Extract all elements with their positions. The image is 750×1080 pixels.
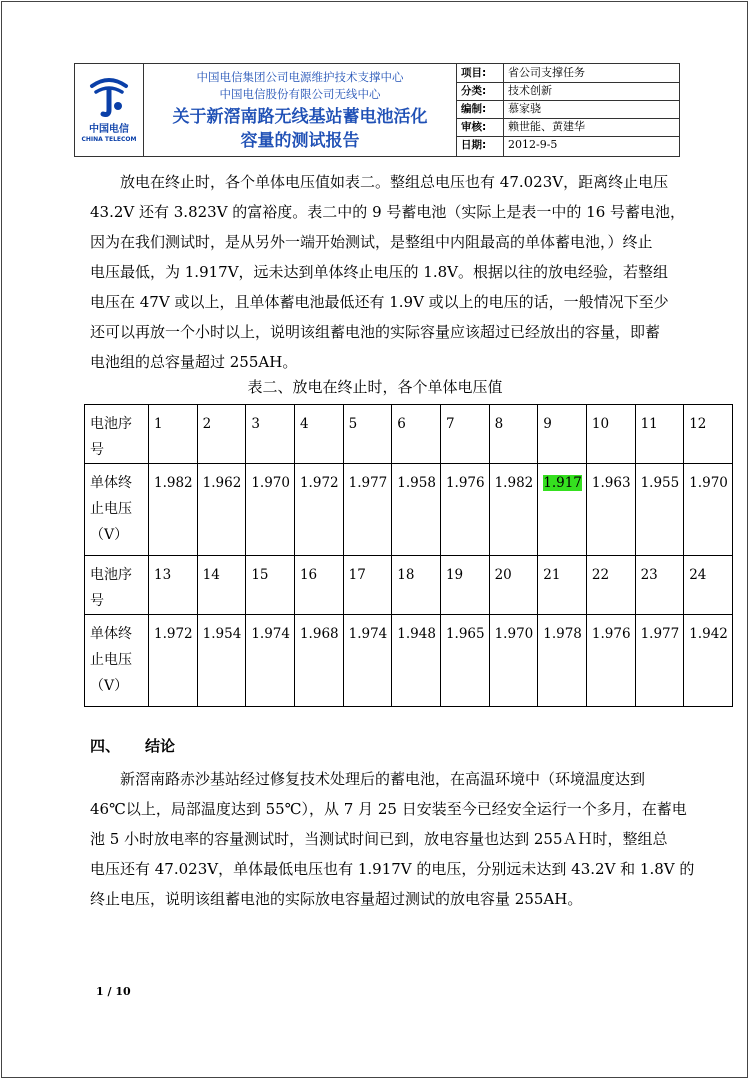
meta-key: 编制: xyxy=(461,103,487,115)
voltage-cell: 1.972 xyxy=(149,615,198,707)
text-line: 放电在终止时，各个单体电压值如表二。整组总电压也有 47.023V，距离终止电压 xyxy=(120,173,669,191)
meta-value: 慕家骁 xyxy=(503,100,678,118)
header-title-block xyxy=(144,64,457,156)
meta-value: 技术创新 xyxy=(503,82,678,100)
battery-number-cell: 8 xyxy=(489,405,538,464)
meta-key: 日期: xyxy=(461,139,487,151)
paragraph-discharge-result xyxy=(90,167,690,377)
meta-row-reviewer xyxy=(457,118,679,137)
cell-voltage-table xyxy=(84,404,733,707)
section-title: 结论 xyxy=(145,737,176,755)
document-header xyxy=(74,63,680,157)
text-line: 46℃以上，局部温度达到 55℃），从 7 月 25 日安装至今已经安全运行一个多月，在蓄电 xyxy=(90,800,687,818)
china-telecom-emblem-icon xyxy=(88,76,130,118)
row-header-line: 单体终 xyxy=(90,475,132,491)
meta-value: 赖世能、黄建华 xyxy=(503,118,678,136)
meta-key: 项目: xyxy=(461,67,487,79)
text-line: 因为在我们测试时，是从另外一端开始测试，是整组中内阻最高的单体蓄电池，）终止 xyxy=(90,233,653,251)
battery-number-cell: 22 xyxy=(586,556,635,615)
voltage-cell: 1.972 xyxy=(294,464,343,556)
row-header-line: 电池序 xyxy=(90,567,132,583)
section-number: 四、 xyxy=(90,737,121,755)
paragraph-conclusion xyxy=(90,764,695,914)
row-header-battery-number xyxy=(85,405,149,464)
china-telecom-logo xyxy=(75,64,144,156)
voltage-cell: 1.976 xyxy=(440,464,489,556)
battery-number-cell: 18 xyxy=(392,556,441,615)
battery-number-cell: 15 xyxy=(246,556,295,615)
text-line: 电压最低，为 1.917V，远未达到单体终止电压的 1.8V。根据以往的放电经验，若整组 xyxy=(90,263,669,281)
org-line-1: 中国电信集团公司电源维护技术支撑中心 xyxy=(196,70,404,84)
battery-number-cell: 12 xyxy=(684,405,733,464)
text-line: 还可以再放一个小时以上，说明该组蓄电池的实际容量应该超过已经放出的容量，即蓄 xyxy=(90,323,661,341)
voltage-cell: 1.974 xyxy=(343,615,392,707)
row-header-line: 止电压 xyxy=(90,652,132,668)
meta-row-project xyxy=(457,64,679,83)
battery-number-cell: 3 xyxy=(246,405,295,464)
meta-row-author xyxy=(457,100,679,119)
text-line: 电池组的总容量超过 255AH。 xyxy=(90,353,298,371)
voltage-cell: 1.970 xyxy=(246,464,295,556)
battery-number-cell: 17 xyxy=(343,556,392,615)
voltage-cell: 1.977 xyxy=(635,615,684,707)
report-title-line-1: 关于新滘南路无线基站蓄电池活化 xyxy=(172,107,428,127)
voltage-cell: 1.977 xyxy=(343,464,392,556)
text-line: 新滘南路赤沙基站经过修复技术处理后的蓄电池，在高温环境中（环境温度达到 xyxy=(120,770,646,788)
report-title-line-2: 容量的测试报告 xyxy=(240,131,360,151)
voltage-cell: 1.942 xyxy=(684,615,733,707)
battery-number-cell: 16 xyxy=(294,556,343,615)
voltage-cell: 1.970 xyxy=(489,615,538,707)
page-number: 1 / 10 xyxy=(96,985,131,998)
battery-number-cell: 11 xyxy=(635,405,684,464)
battery-number-cell: 24 xyxy=(684,556,733,615)
voltage-cell: 1.976 xyxy=(586,615,635,707)
meta-row-category xyxy=(457,82,679,101)
battery-number-cell: 9 xyxy=(538,405,587,464)
meta-row-date xyxy=(457,136,679,156)
battery-number-cell: 19 xyxy=(440,556,489,615)
text-line: 池 5 小时放电率的容量测试时，当测试时间已到，放电容量也达到 255ＡＨ时，整组总 xyxy=(90,830,668,848)
battery-number-cell: 21 xyxy=(538,556,587,615)
meta-value: 省公司支撑任务 xyxy=(503,64,678,82)
voltage-cell: 1.982 xyxy=(149,464,198,556)
battery-number-cell: 23 xyxy=(635,556,684,615)
voltage-cell: 1.982 xyxy=(489,464,538,556)
voltage-cell: 1.963 xyxy=(586,464,635,556)
voltage-cell: 1.978 xyxy=(538,615,587,707)
table-caption: 表二、放电在终止时，各个单体电压值 xyxy=(247,378,503,396)
highlighted-lowest-voltage: 1.917 xyxy=(543,475,582,491)
text-line: 终止电压，说明该组蓄电池的实际放电容量超过测试的放电容量 255AH。 xyxy=(90,890,583,908)
meta-key: 审核: xyxy=(461,121,487,133)
row-header-terminal-voltage xyxy=(85,464,149,556)
battery-number-cell: 2 xyxy=(197,405,246,464)
voltage-cell: 1.970 xyxy=(684,464,733,556)
row-header-line: （V） xyxy=(90,678,129,694)
voltage-cell: 1.968 xyxy=(294,615,343,707)
table-row xyxy=(85,556,733,615)
battery-number-cell: 7 xyxy=(440,405,489,464)
voltage-cell: 1.954 xyxy=(197,615,246,707)
header-meta-table xyxy=(457,64,679,156)
org-line-2: 中国电信股份有限公司无线中心 xyxy=(219,87,381,101)
voltage-cell-lowest xyxy=(538,464,587,556)
row-header-line: 电池序 xyxy=(90,416,132,432)
battery-number-cell: 13 xyxy=(149,556,198,615)
table-row xyxy=(85,405,733,464)
report-title xyxy=(144,105,456,153)
text-line: 43.2V 还有 3.823V 的富裕度。表二中的 9 号蓄电池（实际上是表一中的 16 号蓄电池， xyxy=(90,203,686,221)
battery-number-cell: 4 xyxy=(294,405,343,464)
battery-number-cell: 14 xyxy=(197,556,246,615)
logo-chinese-name: 中国电信 xyxy=(89,124,129,135)
battery-number-cell: 5 xyxy=(343,405,392,464)
row-header-terminal-voltage xyxy=(85,615,149,707)
voltage-cell: 1.962 xyxy=(197,464,246,556)
meta-key: 分类: xyxy=(461,85,487,97)
battery-number-cell: 1 xyxy=(149,405,198,464)
battery-number-cell: 10 xyxy=(586,405,635,464)
voltage-cell: 1.974 xyxy=(246,615,295,707)
logo-english-name: CHINA TELECOM xyxy=(81,136,137,143)
table-row xyxy=(85,464,733,556)
battery-number-cell: 6 xyxy=(392,405,441,464)
meta-value: 2012-9-5 xyxy=(503,136,678,156)
row-header-line: 止电压 xyxy=(90,501,132,517)
table-row xyxy=(85,615,733,707)
row-header-line: 单体终 xyxy=(90,626,132,642)
voltage-cell: 1.965 xyxy=(440,615,489,707)
voltage-cell: 1.955 xyxy=(635,464,684,556)
row-header-line: 号 xyxy=(90,593,104,609)
text-line: 电压还有 47.023V，单体最低电压也有 1.917V 的电压，分别远未达到 43.2V 和 1.8V 的 xyxy=(90,860,695,878)
row-header-line: 号 xyxy=(90,442,104,458)
section-heading-conclusion xyxy=(90,735,175,756)
row-header-line: （V） xyxy=(90,527,129,543)
voltage-cell: 1.958 xyxy=(392,464,441,556)
text-line: 电压在 47V 或以上，且单体蓄电池最低还有 1.9V 或以上的电压的话，一般情况下至少 xyxy=(90,293,669,311)
battery-number-cell: 20 xyxy=(489,556,538,615)
voltage-cell: 1.948 xyxy=(392,615,441,707)
row-header-battery-number xyxy=(85,556,149,615)
